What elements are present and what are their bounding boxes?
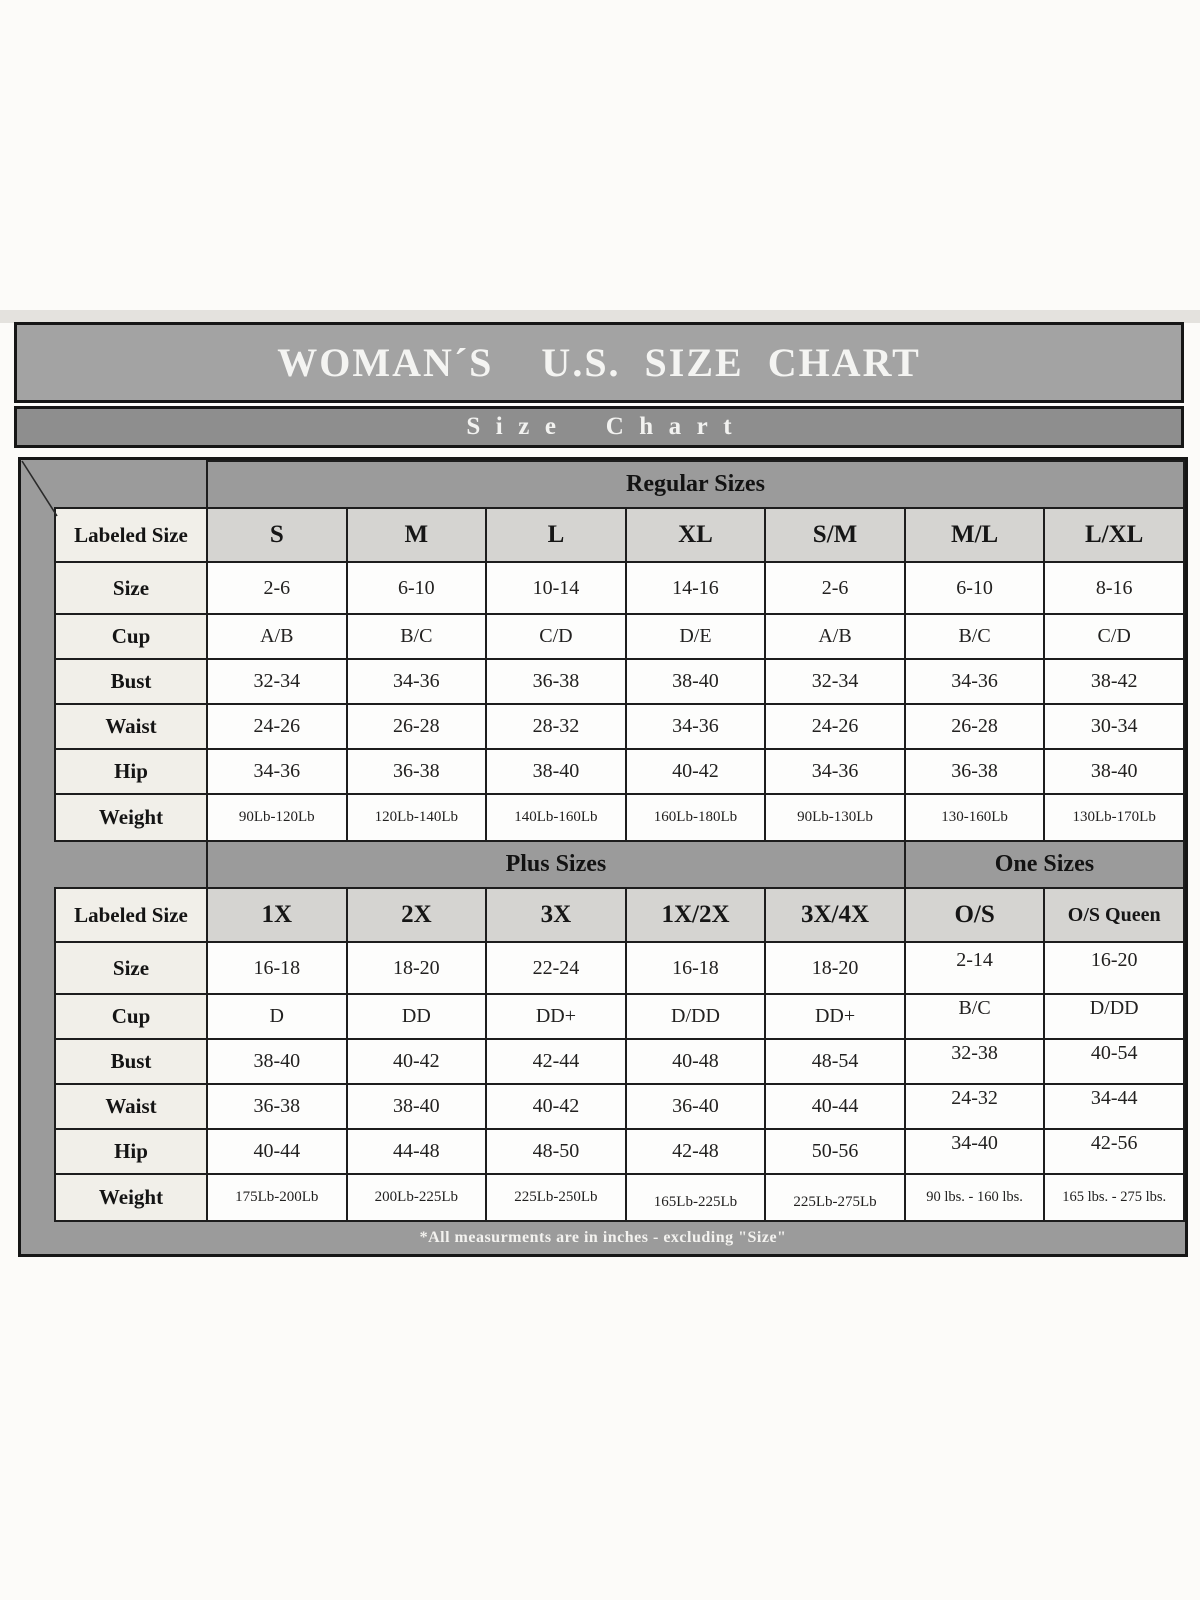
value-text: D/E: [679, 625, 712, 647]
value-cell: [626, 749, 766, 794]
value-text: 200Lb-225Lb: [374, 1189, 458, 1205]
value-cell: [1044, 942, 1184, 994]
value-text: 130-160Lb: [941, 809, 1008, 825]
row-label: Cup: [55, 994, 207, 1039]
value-cell: [207, 1129, 347, 1174]
value-cell: [626, 659, 766, 704]
section-header: Plus Sizes: [207, 841, 905, 888]
value-cell: [905, 659, 1045, 704]
table-row: [55, 1084, 1184, 1129]
value-text: A/B: [260, 625, 294, 647]
footnote-band: [21, 1222, 1185, 1254]
value-cell: [1044, 659, 1184, 704]
value-text: 28-32: [532, 715, 580, 737]
value-text: 24-32: [951, 1087, 998, 1109]
value-cell: [486, 749, 626, 794]
value-text: 140Lb-160Lb: [514, 809, 598, 825]
value-cell: [1044, 749, 1184, 794]
table-body-area: [21, 460, 1185, 1222]
section-banner-row: [55, 461, 1184, 508]
row-label: Weight: [55, 1174, 207, 1221]
value-cell: [1044, 1039, 1184, 1084]
table-left-strip: [21, 460, 54, 1222]
section-header: One Sizes: [905, 841, 1184, 888]
row-label: Waist: [55, 1084, 207, 1129]
column-header: XL: [626, 508, 766, 562]
value-text: 32-34: [811, 670, 859, 692]
value-cell: [207, 1039, 347, 1084]
value-cell: [765, 942, 905, 994]
row-label: Hip: [55, 1129, 207, 1174]
value-text: 6-10: [398, 576, 435, 599]
value-cell: [626, 1174, 766, 1221]
row-label: Hip: [55, 749, 207, 794]
value-text: 40-42: [532, 1095, 580, 1117]
row-label: Cup: [55, 614, 207, 659]
table-row: [55, 1129, 1184, 1174]
value-text: 10-14: [532, 576, 580, 599]
title-banner: [14, 322, 1184, 403]
value-text: 26-28: [951, 715, 998, 737]
row-label: Weight: [55, 794, 207, 841]
value-text: 38-40: [532, 760, 580, 782]
value-text: 40-44: [253, 1140, 301, 1162]
value-text: 225Lb-275Lb: [793, 1194, 877, 1210]
column-header: 1X: [207, 888, 347, 942]
column-header: L: [486, 508, 626, 562]
column-header: 3X/4X: [765, 888, 905, 942]
value-text: A/B: [818, 625, 852, 647]
value-cell: [765, 994, 905, 1039]
value-text: B/C: [958, 625, 991, 647]
value-text: 34-36: [672, 715, 719, 737]
value-text: 2-14: [956, 948, 993, 971]
value-text: 36-38: [532, 670, 580, 692]
value-text: 34-36: [393, 670, 440, 692]
table-row: [55, 1039, 1184, 1084]
value-text: 40-42: [672, 760, 719, 782]
value-cell: [207, 994, 347, 1039]
table-row: [55, 614, 1184, 659]
page-subtitle: Size Chart: [466, 413, 748, 440]
value-text: 38-40: [393, 1095, 440, 1117]
value-text: 32-34: [253, 670, 301, 692]
value-cell: [486, 1174, 626, 1221]
size-chart-table-wrapper: [18, 457, 1188, 1257]
table-row: [55, 704, 1184, 749]
value-cell: [905, 1129, 1045, 1174]
value-cell: [207, 794, 347, 841]
value-text: D/DD: [1089, 997, 1139, 1019]
size-table: [54, 460, 1185, 1222]
value-text: 50-56: [811, 1140, 859, 1162]
value-text: 16-20: [1090, 948, 1138, 971]
value-cell: [207, 942, 347, 994]
value-cell: [626, 1039, 766, 1084]
value-cell: [486, 794, 626, 841]
value-cell: [1044, 1174, 1184, 1221]
value-cell: [765, 1174, 905, 1221]
value-cell: [626, 994, 766, 1039]
value-text: 120Lb-140Lb: [374, 809, 458, 825]
value-text: 2-6: [821, 576, 849, 599]
value-text: 30-34: [1090, 715, 1138, 737]
value-text: 16-18: [253, 956, 301, 979]
value-text: 48-50: [532, 1140, 580, 1162]
value-cell: [486, 704, 626, 749]
value-text: 34-36: [811, 760, 859, 782]
value-cell: [486, 1084, 626, 1129]
value-cell: [486, 659, 626, 704]
value-cell: [905, 794, 1045, 841]
value-cell: [905, 1039, 1045, 1084]
column-header: 3X: [486, 888, 626, 942]
row-label: Size: [55, 942, 207, 994]
value-cell: [905, 704, 1045, 749]
value-cell: [486, 1039, 626, 1084]
value-text: DD+: [814, 1005, 856, 1027]
value-text: 26-28: [393, 715, 440, 737]
column-header: O/S: [905, 888, 1045, 942]
value-cell: [347, 562, 487, 614]
value-text: 38-40: [1090, 760, 1138, 782]
value-cell: [207, 659, 347, 704]
row-label: Bust: [55, 1039, 207, 1084]
value-cell: [626, 704, 766, 749]
value-cell: [207, 704, 347, 749]
value-cell: [905, 562, 1045, 614]
value-text: 42-56: [1090, 1132, 1138, 1154]
value-text: 36-38: [393, 760, 440, 782]
column-header: L/XL: [1044, 508, 1184, 562]
value-text: 22-24: [532, 956, 580, 979]
value-text: 34-36: [951, 670, 998, 692]
value-cell: [347, 1084, 487, 1129]
value-text: 8-16: [1095, 576, 1133, 599]
value-text: 165Lb-225Lb: [653, 1194, 738, 1210]
value-text: 34-36: [253, 760, 301, 782]
value-text: C/D: [1097, 625, 1131, 647]
value-text: 18-20: [393, 956, 440, 979]
row-label: Waist: [55, 704, 207, 749]
value-text: 90 lbs. - 160 lbs.: [926, 1189, 1023, 1205]
value-text: 130Lb-170Lb: [1072, 809, 1156, 825]
column-header: O/S Queen: [1044, 888, 1184, 942]
value-cell: [765, 659, 905, 704]
column-header: M/L: [905, 508, 1045, 562]
value-cell: [1044, 994, 1184, 1039]
value-text: 34-44: [1090, 1087, 1138, 1109]
value-cell: [486, 614, 626, 659]
value-cell: [347, 1174, 487, 1221]
value-text: DD+: [535, 1005, 576, 1027]
value-text: 40-44: [811, 1095, 859, 1117]
value-cell: [1044, 1129, 1184, 1174]
value-text: C/D: [539, 625, 573, 647]
value-text: 38-40: [253, 1050, 301, 1072]
value-cell: [1044, 1084, 1184, 1129]
value-cell: [626, 614, 766, 659]
value-text: B/C: [958, 997, 991, 1019]
value-cell: [765, 614, 905, 659]
value-cell: [207, 614, 347, 659]
value-text: 18-20: [811, 956, 859, 979]
value-text: 32-38: [951, 1042, 998, 1064]
value-cell: [207, 562, 347, 614]
value-text: 40-48: [672, 1050, 719, 1072]
value-cell: [347, 659, 487, 704]
table-row: [55, 659, 1184, 704]
value-cell: [765, 704, 905, 749]
value-text: 24-26: [811, 715, 859, 737]
value-text: 175Lb-200Lb: [235, 1189, 319, 1205]
value-text: 6-10: [956, 576, 993, 599]
value-text: B/C: [400, 625, 433, 647]
labeled-size-header: Labeled Size: [55, 508, 207, 562]
value-cell: [347, 1129, 487, 1174]
column-header: 2X: [347, 888, 487, 942]
value-cell: [905, 942, 1045, 994]
corner-cell-regular: [55, 461, 207, 508]
value-cell: [347, 1039, 487, 1084]
value-text: 48-54: [811, 1050, 859, 1072]
footnote-text: *All measurments are in inches - excluding "Size": [419, 1229, 787, 1246]
value-cell: [347, 614, 487, 659]
value-cell: [765, 1039, 905, 1084]
value-cell: [486, 1129, 626, 1174]
column-header: S: [207, 508, 347, 562]
value-text: 90Lb-130Lb: [797, 809, 873, 825]
table-row: [55, 942, 1184, 994]
column-header: S/M: [765, 508, 905, 562]
value-cell: [905, 1174, 1045, 1221]
value-cell: [207, 1174, 347, 1221]
value-text: 36-38: [253, 1095, 301, 1117]
value-cell: [1044, 794, 1184, 841]
table-row: [55, 794, 1184, 841]
value-text: D: [269, 1005, 284, 1027]
value-text: 90Lb-120Lb: [238, 809, 315, 825]
value-cell: [347, 749, 487, 794]
value-text: 16-18: [672, 956, 719, 979]
value-text: DD: [401, 1005, 431, 1027]
value-cell: [905, 749, 1045, 794]
value-cell: [905, 614, 1045, 659]
row-label: Bust: [55, 659, 207, 704]
section-banner-row: [55, 841, 1184, 888]
table-row: [55, 562, 1184, 614]
value-text: 24-26: [253, 715, 301, 737]
value-text: 38-40: [672, 670, 719, 692]
value-cell: [626, 1084, 766, 1129]
value-cell: [347, 704, 487, 749]
value-text: 34-40: [951, 1132, 998, 1154]
column-header-row: [55, 508, 1184, 562]
value-text: 40-54: [1090, 1042, 1138, 1064]
value-cell: [486, 562, 626, 614]
value-cell: [486, 942, 626, 994]
value-cell: [765, 794, 905, 841]
table-row: [55, 749, 1184, 794]
value-cell: [347, 942, 487, 994]
table-row: [55, 1174, 1184, 1221]
value-text: 160Lb-180Lb: [653, 809, 738, 825]
column-header: 1X/2X: [626, 888, 766, 942]
value-text: 36-40: [672, 1095, 719, 1117]
value-cell: [1044, 562, 1184, 614]
value-cell: [1044, 614, 1184, 659]
value-text: 40-42: [393, 1050, 440, 1072]
value-text: 2-6: [263, 576, 291, 599]
value-cell: [207, 749, 347, 794]
value-cell: [1044, 704, 1184, 749]
value-cell: [626, 942, 766, 994]
subtitle-banner: [14, 406, 1184, 448]
value-cell: [626, 562, 766, 614]
value-text: 42-44: [532, 1050, 580, 1072]
labeled-size-header: Labeled Size: [55, 888, 207, 942]
value-cell: [486, 994, 626, 1039]
value-text: 14-16: [672, 576, 719, 599]
value-cell: [905, 994, 1045, 1039]
value-cell: [626, 794, 766, 841]
value-text: 44-48: [393, 1140, 440, 1162]
section-header: Regular Sizes: [207, 461, 1184, 508]
value-text: 165 lbs. - 275 lbs.: [1062, 1189, 1167, 1205]
value-cell: [626, 1129, 766, 1174]
value-text: D/DD: [671, 1005, 720, 1027]
column-header-row: [55, 888, 1184, 942]
value-cell: [347, 994, 487, 1039]
value-text: 36-38: [951, 760, 998, 782]
value-text: 42-48: [672, 1140, 719, 1162]
row-label: Size: [55, 562, 207, 614]
table-row: [55, 994, 1184, 1039]
value-cell: [207, 1084, 347, 1129]
value-cell: [347, 794, 487, 841]
value-cell: [765, 562, 905, 614]
value-cell: [905, 1084, 1045, 1129]
value-cell: [765, 1084, 905, 1129]
value-cell: [765, 749, 905, 794]
value-text: 225Lb-250Lb: [514, 1189, 598, 1205]
page-title: WOMAN´S U.S. SIZE CHART: [277, 340, 921, 385]
corner-cell-plus: [55, 841, 207, 888]
column-header: M: [347, 508, 487, 562]
value-cell: [765, 1129, 905, 1174]
value-text: 38-42: [1090, 670, 1138, 692]
